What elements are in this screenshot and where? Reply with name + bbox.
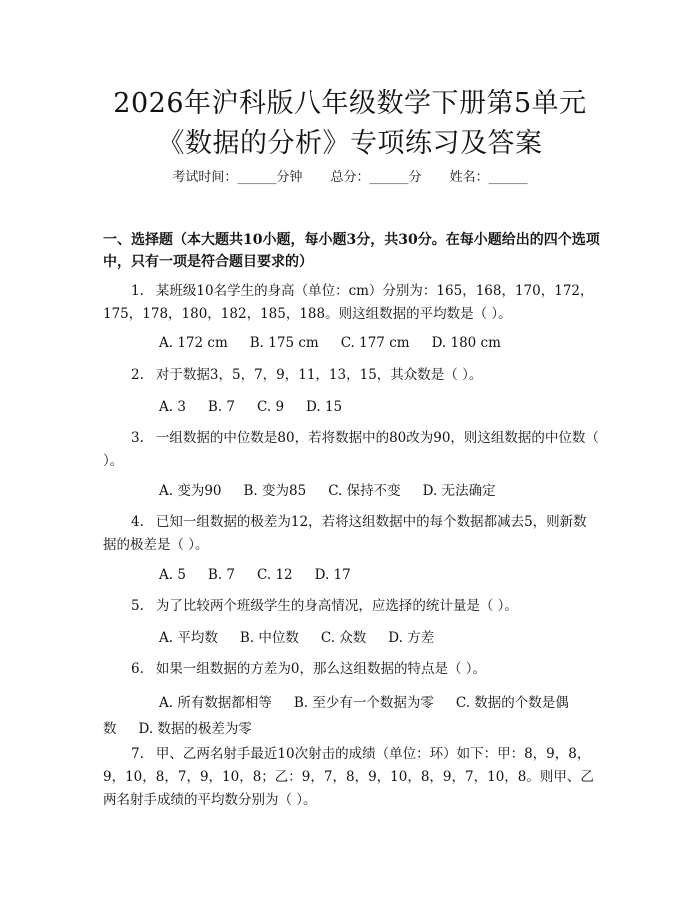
section-heading: 一、选择题（本大题共10小题，每小题3分，共30分。在每小题给出的四个选项中，只有一项是符合题目要求的） — [103, 232, 600, 270]
exam-info — [0, 168, 700, 188]
exam-score: 总分：______分 — [330, 170, 422, 185]
option-d: D. 15 — [306, 399, 343, 415]
question-number: 3. — [131, 430, 144, 446]
question-text: 如果一组数据的方差为0，那么这组数据的特点是（ ）。 — [155, 661, 487, 677]
question-6 — [103, 658, 599, 681]
question-text: 对于数据3，5，7，9，11，13，15，其众数是（ ）。 — [155, 367, 483, 383]
question-number: 4. — [131, 514, 144, 530]
option-a: A. 变为90 — [159, 483, 222, 499]
question-text: 已知一组数据的极差为12，若将这组数据中的每个数据都减去5，则新数据的极差是（ ）。 — [103, 514, 587, 553]
option-b: B. 至少有一个数据为零 — [293, 695, 434, 711]
option-c: C. 9 — [257, 399, 285, 415]
option-c: C. 数据的个数是偶数 — [103, 695, 569, 737]
question-5 — [103, 595, 599, 618]
option-d: D. 数据的极差为零 — [138, 721, 252, 737]
question-1-options — [103, 330, 599, 356]
question-3-options — [103, 478, 599, 504]
question-3 — [103, 427, 599, 473]
option-b: B. 变为85 — [243, 483, 307, 499]
question-4 — [103, 511, 599, 557]
option-a: A. 3 — [159, 399, 186, 415]
page-title: 2026年沪科版八年级数学下册第5单元《数据的分析》专项练习及答案 — [113, 88, 587, 159]
option-d: D. 方差 — [388, 630, 435, 646]
option-b: B. 175 cm — [249, 335, 319, 351]
question-2 — [103, 364, 599, 387]
option-a: A. 所有数据都相等 — [159, 695, 272, 711]
option-b: B. 中位数 — [239, 630, 299, 646]
option-a: A. 5 — [159, 567, 186, 583]
option-d: D. 无法确定 — [422, 483, 496, 499]
question-text: 为了比较两个班级学生的身高情况，应选择的统计量是（ ）。 — [155, 598, 518, 614]
option-c: C. 12 — [257, 567, 293, 583]
question-2-options — [103, 394, 599, 420]
question-number: 7. — [131, 746, 144, 762]
option-d: D. 180 cm — [431, 335, 501, 351]
option-b: B. 7 — [207, 399, 236, 415]
question-text: 某班级10名学生的身高（单位：cm）分别为：165，168，170，172，175，178，180，182，185，188。则这组数据的平均数是（ ）。 — [103, 283, 594, 322]
option-d: D. 17 — [314, 567, 351, 583]
question-number: 1. — [131, 283, 144, 299]
option-a: A. 172 cm — [159, 335, 228, 351]
question-4-options — [103, 562, 599, 588]
option-a: A. 平均数 — [159, 630, 218, 646]
question-number: 6. — [131, 661, 144, 677]
question-text: 甲、乙两名射手最近10次射击的成绩（单位：环）如下：甲：8，9，8，9，10，8，7，9，10，8；乙：9，7，8，9，10，8，9，7，10，8。则甲、乙两名射手成绩的平均数分别为（ ）。 — [103, 746, 594, 808]
option-c: C. 众数 — [320, 630, 367, 646]
option-b: B. 7 — [207, 567, 236, 583]
option-c: C. 保持不变 — [328, 483, 401, 499]
question-1 — [103, 280, 599, 326]
question-5-options — [103, 625, 599, 651]
question-7 — [103, 743, 599, 812]
question-number: 2. — [131, 367, 144, 383]
exam-time: 考试时间：______分钟 — [172, 170, 303, 185]
question-number: 5. — [131, 598, 144, 614]
option-c: C. 177 cm — [340, 335, 410, 351]
exam-name: 姓名：______ — [449, 170, 528, 185]
question-6-options — [103, 690, 599, 742]
question-text: 一组数据的中位数是80，若将数据中的80改为90，则这组数据的中位数（ ）。 — [103, 430, 599, 469]
